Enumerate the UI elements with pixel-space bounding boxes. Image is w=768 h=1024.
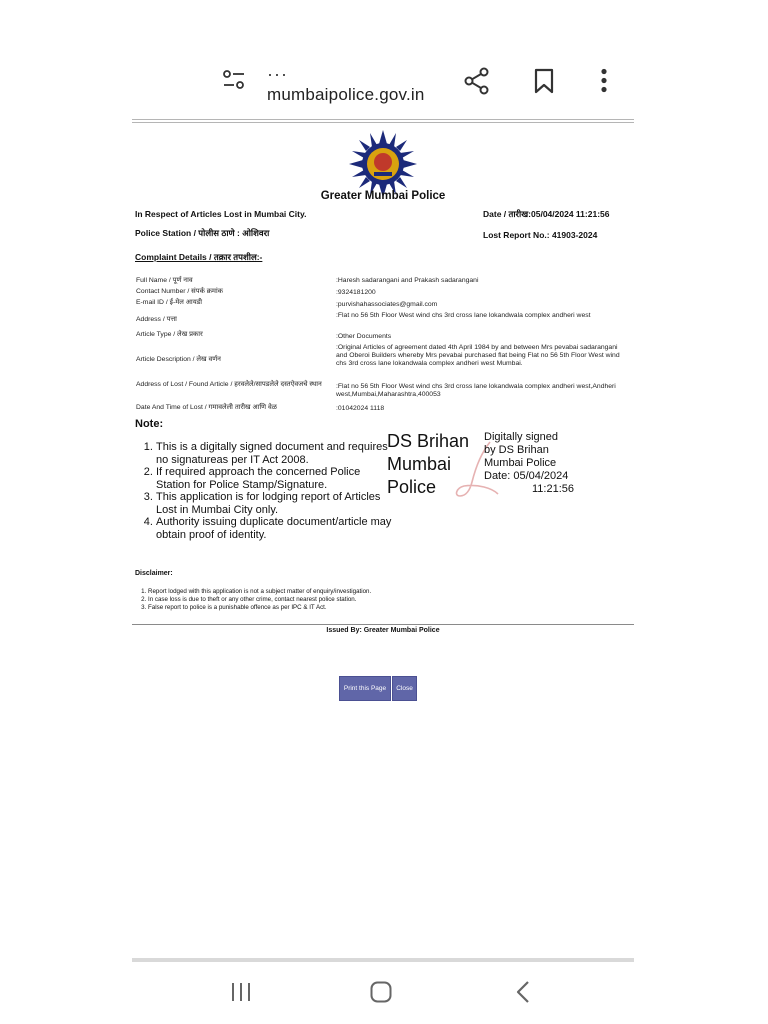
note-item: 4. Authority issuing duplicate document/article may obtain proof of identity. xyxy=(156,516,396,541)
disclaimer-list xyxy=(138,588,628,612)
field-label: Contact Number / संपर्क क्रमांक xyxy=(136,288,223,295)
field-value: :Flat no 56 5th Floor West wind chs 3rd cross lane lokandwala complex andheri west,Andheri west,Mumbai,Maharashtra,400053 xyxy=(336,383,616,398)
field-label: Address of Lost / Found Article / हरवलेले/सापडलेले दस्तऐवजचे स्थान xyxy=(136,381,322,388)
disclaimer-item: 2. In case loss is due to theft or any other crime, contact nearest police station. xyxy=(148,596,628,604)
divider xyxy=(132,122,634,123)
notes-list xyxy=(140,441,396,541)
field-label: E-mail ID / ई-मेल आयडी xyxy=(136,299,203,306)
field-value: :01042024 1118 xyxy=(336,405,385,412)
note-title: Note: xyxy=(135,418,164,430)
issued-by: Issued By: Greater Mumbai Police xyxy=(326,627,440,634)
note-item: 3. This application is for lodging report of Articles Lost in Mumbai City only. xyxy=(156,491,396,516)
back-icon[interactable] xyxy=(512,980,536,1004)
field-value: :Other Documents xyxy=(336,333,392,340)
disclaimer-item: 1. Report lodged with this application is not a subject matter of enquiry/investigation. xyxy=(148,588,628,596)
field-value: :9324181200 xyxy=(336,289,376,296)
report-date: Date / तारीख:05/04/2024 11:21:56 xyxy=(483,209,610,219)
divider xyxy=(132,624,634,625)
report-subject: In Respect of Articles Lost in Mumbai City. xyxy=(135,209,307,219)
signature-time: 11:21:56 xyxy=(532,483,575,495)
url-text[interactable]: mumbaipolice.gov.in xyxy=(267,85,425,104)
signature-line: Digitally signed xyxy=(484,431,558,443)
bottom-divider xyxy=(132,958,634,962)
complaint-details-title: Complaint Details / तक्रार तपशील:- xyxy=(135,252,263,262)
tune-icon[interactable] xyxy=(222,70,246,90)
signature-line: by DS Brihan xyxy=(484,444,549,456)
signature-date: Date: 05/04/2024 xyxy=(484,470,569,482)
field-value: :Haresh sadarangani and Prakash sadarangani xyxy=(336,277,479,284)
home-icon[interactable] xyxy=(369,980,393,1004)
field-label: Article Description / लेख वर्णन xyxy=(136,356,221,363)
share-icon[interactable] xyxy=(463,67,491,95)
divider xyxy=(132,119,634,120)
note-item: 2. If required approach the concerned Police Station for Police Stamp/Signature. xyxy=(156,466,396,491)
field-label: Article Type / लेख प्रकार xyxy=(136,331,203,338)
more-horizontal-icon[interactable]: ··· xyxy=(267,64,288,84)
more-vertical-icon[interactable] xyxy=(598,68,610,94)
browser-toolbar xyxy=(0,0,768,118)
police-station: Police Station / पोलीस ठाणे : ओशिवरा xyxy=(135,228,270,238)
field-label: Full Name / पूर्ण नाव xyxy=(136,277,193,284)
field-value: :Flat no 56 5th Floor West wind chs 3rd cross lane lokandwala complex andheri west xyxy=(336,312,591,319)
field-value: :Original Articles of agreement dated 4th April 1984 by and between Mrs pevabai sadarangani and Oberoi Builders whereby Mrs pevabai purchased flat being Flat no 56 5th Floor West wind chs 3rd cross lane lokandwala complex andheri west Mumbai. xyxy=(336,344,620,367)
note-item: 1. This is a digitally signed document and requires no signatureas per IT Act 2008. xyxy=(156,441,396,466)
disclaimer-item: 3. False report to police is a punishable offence as per IPC & IT Act. xyxy=(148,604,628,612)
field-label: Date And Time of Lost / गमावलेली तारीख आणि वेळ xyxy=(136,404,277,411)
disclaimer-title: Disclaimer: xyxy=(135,570,173,577)
bookmark-icon[interactable] xyxy=(534,68,554,94)
signer-name: DS Brihan Mumbai Police xyxy=(387,431,470,497)
field-value: :purvishahassociates@gmail.com xyxy=(336,301,438,308)
field-label: Address / पत्ता xyxy=(136,316,177,323)
digital-signature-details xyxy=(484,431,634,496)
close-button[interactable]: Close xyxy=(392,676,417,701)
print-page-button[interactable]: Print this Page xyxy=(339,676,391,701)
signature-line: Mumbai Police xyxy=(484,457,557,469)
lost-report-number: Lost Report No.: 41903-2024 xyxy=(483,230,598,240)
organization-name: Greater Mumbai Police xyxy=(320,190,446,202)
recent-apps-icon[interactable] xyxy=(229,980,253,1004)
